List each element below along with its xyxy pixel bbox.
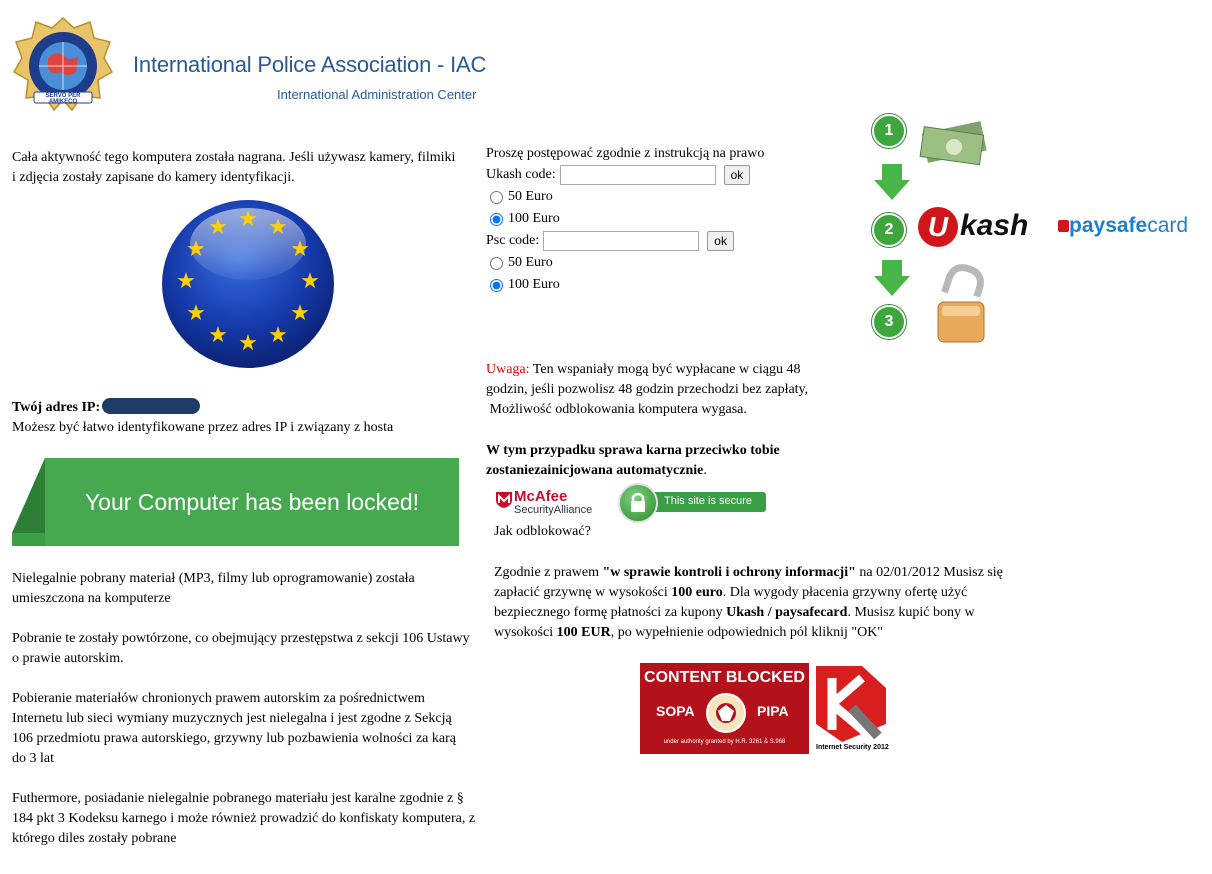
- ukash-word: kash: [960, 209, 1029, 242]
- locked-banner: [12, 458, 459, 546]
- law-paragraph: [494, 563, 1029, 643]
- warning-label: Uwaga:: [486, 362, 530, 377]
- ukash-u: U: [918, 207, 958, 247]
- ukash-ok-button[interactable]: ok: [724, 165, 751, 185]
- money-icon: [918, 113, 990, 169]
- content-blocked-title: CONTENT BLOCKED: [644, 669, 805, 686]
- ukash-logo: [918, 205, 1038, 249]
- paragraph-1: Nielegalnie pobrany materiał (MP3, filmy lub oprogramowanie) została umieszczona na komputerze: [12, 571, 415, 606]
- kaspersky-logo: [812, 664, 892, 754]
- law-text-2: na 02/01/2012 Musisz się zapłacić grzywnę w wysokości: [494, 565, 1003, 600]
- down-arrow-icon-2: [872, 258, 912, 298]
- paragraph-3: Pobieranie materiałów chronionych prawem autorskim za pośrednictwem Internetu lub sieci wymiany muzycznych jest nielegalna i jest zgodne z Sekcją 106 przedmiotu prawa autorskiego, grzywny lub pozbawienia wolności za karą do 3 lat: [12, 691, 456, 766]
- ip-line: [12, 398, 462, 418]
- law-bold-4: 100 EUR: [556, 625, 611, 640]
- ukash-option-50[interactable]: [486, 186, 806, 208]
- law-bold-2: 100 euro: [671, 585, 723, 600]
- psc-option-100-label: 100 Euro: [508, 277, 560, 292]
- ipa-logo: [12, 16, 114, 114]
- psc-row: [486, 230, 806, 252]
- law-text-1: Zgodnie z prawem: [494, 565, 603, 580]
- step-3-badge: 3: [872, 305, 906, 339]
- ip-label: Twój adres IP:: [12, 400, 101, 415]
- mcafee-brand: McAfee: [514, 488, 568, 505]
- paysafe-pay: pay: [1069, 214, 1106, 237]
- paysafecard-logo: [1058, 214, 1188, 238]
- paragraph-2: Pobranie te zostały powtórzone, co obejmujący przestępstwa z sekcji 106 Ustawy o prawie autorskim.: [12, 631, 470, 666]
- warning-text: [486, 360, 831, 420]
- svg-text:★: ★: [268, 323, 288, 348]
- eu-flag-icon: [160, 198, 336, 370]
- psc-option-50[interactable]: [486, 252, 806, 274]
- ukash-label: Ukash code:: [486, 167, 556, 182]
- site-secure-text: This site is secure: [664, 495, 753, 507]
- step-2: [872, 213, 906, 247]
- content-blocked-image: [640, 663, 809, 754]
- paysafe-card: card: [1147, 214, 1189, 237]
- seal-icon: [706, 693, 746, 733]
- svg-text:★: ★: [186, 237, 206, 262]
- logo-motto: SERVO PER AMIKECO: [45, 93, 81, 105]
- svg-text:★: ★: [186, 301, 206, 326]
- step-1: [872, 114, 906, 148]
- svg-text:★: ★: [300, 269, 320, 294]
- step-3: [872, 305, 906, 339]
- psc-code-input[interactable]: [543, 231, 699, 251]
- psc-radio-100[interactable]: [490, 279, 503, 292]
- law-bold-1: "w sprawie kontroli i ochrony informacji": [602, 565, 856, 580]
- ukash-radio-50[interactable]: [490, 191, 503, 204]
- ukash-option-50-label: 50 Euro: [508, 189, 553, 204]
- warning-body: Ten wspaniały mogą być wypłacane w ciągu 48 godzin, jeśli pozwolisz 48 godzin przechodzi bez zapłaty,: [486, 362, 809, 397]
- unlock-question: Jak odblokować?: [494, 524, 591, 539]
- site-secure-badge: [618, 483, 768, 521]
- psc-ok-button[interactable]: ok: [707, 231, 734, 251]
- criminal-notice-dot: .: [703, 463, 707, 478]
- locked-banner-text: Your Computer has been locked!: [84, 488, 420, 515]
- padlock-red-icon: [1058, 220, 1069, 232]
- law-text-4: . Musisz kupić bony w wysokości: [494, 605, 975, 640]
- mcafee-alliance: SecurityAlliance: [514, 504, 593, 516]
- form-instruction: Proszę postępować zgodnie z instrukcją na prawo: [486, 146, 765, 161]
- svg-text:★: ★: [290, 237, 310, 262]
- content-blocked-note: under authority granted by H.R. 3261 & S.968: [663, 739, 786, 745]
- step-1-badge: 1: [872, 114, 906, 148]
- padlock-icon: [618, 483, 658, 523]
- criminal-notice: [486, 441, 826, 481]
- mcafee-badge: [494, 488, 593, 520]
- paragraph-4: Futhermore, posiadanie nielegalnie pobranego materiału jest karalne zgodnie z § 184 pkt 3 Kodeksu karnego i może również prowadzić do konfiskaty komputera, z którego diles zostały pobrane: [12, 791, 476, 846]
- ukash-code-input[interactable]: [560, 165, 716, 185]
- warning-expiry: Możliwość odblokowania komputera wygasa.: [489, 402, 747, 417]
- svg-text:★: ★: [176, 269, 196, 294]
- psc-label: Psc code:: [486, 233, 540, 248]
- svg-text:★: ★: [208, 323, 228, 348]
- page-subtitle: International Administration Center: [277, 87, 477, 102]
- psc-radio-50[interactable]: [490, 257, 503, 270]
- law-text-3: . Dla wygody płacenia grzywny ofertę użyć bezpiecznego formę płatności za kupony: [494, 585, 968, 620]
- paysafe-safe: safe: [1105, 214, 1148, 237]
- ukash-row: [486, 164, 806, 186]
- payment-form: [486, 144, 806, 296]
- sopa-label: SOPA: [656, 703, 695, 719]
- pipa-label: PIPA: [757, 703, 789, 719]
- ukash-option-100[interactable]: [486, 208, 806, 230]
- ukash-radio-100[interactable]: [490, 213, 503, 226]
- law-text-5: , po wypełnienie odpowiednich pól kliknij "OK": [610, 625, 884, 640]
- page-title: International Police Association - IAC: [133, 52, 487, 77]
- psc-option-50-label: 50 Euro: [508, 255, 553, 270]
- mcafee-shield-icon: [494, 490, 514, 508]
- step-2-badge: 2: [872, 213, 906, 247]
- law-bold-3: Ukash / paysafecard: [726, 605, 848, 620]
- unlocked-padlock-icon: [932, 264, 996, 348]
- ukash-option-100-label: 100 Euro: [508, 211, 560, 226]
- psc-option-100[interactable]: [486, 274, 806, 296]
- svg-text:★: ★: [238, 207, 258, 232]
- svg-text:★: ★: [268, 215, 288, 240]
- svg-text:★: ★: [208, 215, 228, 240]
- intro-text: Cała aktywność tego komputera została nagrana. Jeśli używasz kamery, filmiki i zdjęcia zostały zapisane do kamery identyfikacji.: [12, 150, 456, 185]
- down-arrow-icon-1: [872, 162, 912, 202]
- svg-text:★: ★: [238, 331, 258, 356]
- criminal-notice-bold: W tym przypadku sprawa karna przeciwko tobie zostaniezainicjowana automatycznie: [486, 443, 780, 478]
- ip-description: Możesz być łatwo identyfikowane przez adres IP i związany z hosta: [12, 420, 394, 435]
- kaspersky-caption: Internet Security 2012: [816, 744, 889, 751]
- svg-text:★: ★: [290, 301, 310, 326]
- ip-redacted: [102, 398, 200, 414]
